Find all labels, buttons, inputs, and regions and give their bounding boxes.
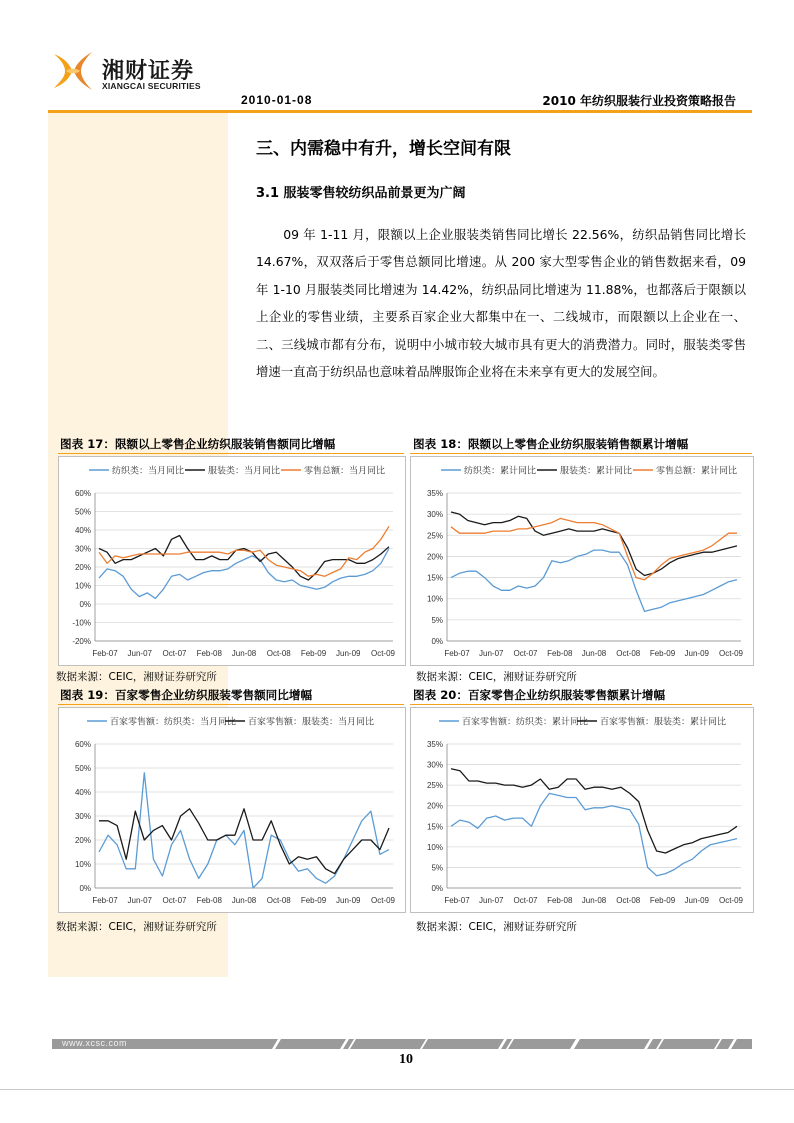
- series-line: [451, 769, 737, 853]
- chart-18: [411, 457, 753, 665]
- y-tick-label: 10%: [426, 842, 443, 852]
- chart-legend: [89, 465, 385, 476]
- y-tick-label: 0%: [431, 637, 443, 646]
- series-line: [99, 773, 389, 888]
- x-tick-label: Feb-07: [444, 649, 470, 658]
- x-tick-label: Oct-07: [162, 649, 187, 658]
- x-tick-label: Jun-07: [127, 896, 152, 905]
- y-tick-label: 25%: [426, 531, 443, 541]
- brand-name-cn: 湘财证券: [102, 59, 195, 84]
- legend-label: 百家零售额：服装类：当月同比: [248, 716, 375, 727]
- y-tick-label: 20%: [74, 563, 91, 572]
- y-tick-label: -20%: [72, 637, 91, 646]
- legend-label: 纺织类：当月同比: [112, 465, 185, 476]
- chart-17: [59, 457, 405, 665]
- x-tick-label: Feb-08: [547, 896, 573, 905]
- chart-legend: [439, 716, 726, 727]
- x-tick-label: Oct-08: [616, 649, 641, 658]
- x-tick-label: Feb-08: [196, 649, 222, 658]
- source-chart-19: 数据来源：CEIC，湘财证券研究所: [56, 921, 217, 933]
- footer-stripes: [252, 1039, 752, 1049]
- report-title: 2010 年纺织服装行业投资策略报告: [542, 94, 736, 108]
- series-line: [99, 526, 389, 576]
- x-tick-label: Jun-09: [684, 896, 709, 905]
- x-tick-label: Feb-09: [649, 896, 676, 905]
- x-tick-label: Oct-09: [370, 896, 396, 905]
- y-tick-label: 5%: [431, 615, 443, 625]
- y-tick-label: 60%: [74, 740, 91, 749]
- x-tick-label: Jun-07: [479, 896, 504, 905]
- series-line: [99, 549, 389, 599]
- y-tick-label: 10%: [74, 581, 91, 591]
- x-tick-label: Feb-09: [300, 649, 327, 658]
- chart-20-frame: [410, 707, 754, 913]
- y-tick-label: 30%: [74, 812, 91, 821]
- y-tick-label: 40%: [74, 526, 91, 535]
- y-tick-label: 20%: [74, 836, 91, 845]
- source-chart-17: 数据来源：CEIC，湘财证券研究所: [56, 671, 217, 683]
- y-tick-label: 40%: [74, 788, 91, 797]
- x-tick-label: Oct-09: [718, 649, 744, 658]
- report-date: 2010-01-08: [241, 93, 313, 107]
- x-tick-label: Feb-09: [300, 896, 327, 905]
- caption-chart-19: 图表 19：百家零售企业纺织服装零售额同比增幅: [60, 688, 313, 702]
- x-tick-label: Oct-07: [162, 896, 187, 905]
- x-tick-label: Oct-08: [266, 649, 291, 658]
- page-number: 10: [399, 1052, 413, 1067]
- series-line: [451, 512, 737, 576]
- legend-label: 零售总额：当月同比: [304, 465, 386, 476]
- y-tick-label: 30%: [74, 544, 91, 554]
- x-tick-label: Jun-08: [231, 896, 257, 905]
- y-tick-label: -10%: [72, 618, 91, 628]
- footer-url: www.xcsc.com: [62, 1038, 128, 1048]
- legend-label: 百家零售额：服装类：累计同比: [600, 716, 727, 727]
- x-tick-label: Oct-07: [513, 896, 538, 905]
- caption-chart-17: 图表 17：限额以上零售企业纺织服装销售额同比增幅: [60, 437, 336, 451]
- legend-label: 服装类：累计同比: [560, 465, 633, 476]
- y-tick-label: 60%: [74, 489, 91, 498]
- brand-name-en: XIANGCAI SECURITIES: [102, 81, 201, 91]
- chart-19-frame: [58, 707, 406, 913]
- x-tick-label: Feb-08: [547, 649, 573, 658]
- x-tick-label: Jun-09: [336, 649, 361, 658]
- y-tick-label: 20%: [426, 801, 443, 811]
- y-tick-label: 30%: [426, 760, 443, 770]
- y-tick-label: 20%: [426, 552, 443, 562]
- x-tick-label: Jun-07: [127, 649, 152, 658]
- y-tick-label: 15%: [426, 573, 443, 583]
- legend-label: 零售总额：累计同比: [656, 465, 738, 476]
- x-tick-label: Feb-07: [444, 896, 470, 905]
- caption-rule-18: [410, 453, 752, 454]
- x-tick-label: Jun-07: [479, 649, 504, 658]
- chart-17-frame: [58, 456, 406, 666]
- caption-rule-20: [410, 704, 752, 705]
- x-tick-label: Jun-08: [231, 649, 257, 658]
- chart-20: [411, 708, 753, 912]
- caption-rule-17: [58, 453, 404, 454]
- y-tick-label: 30%: [426, 510, 443, 520]
- caption-chart-20: 图表 20：百家零售企业纺织服装零售额累计增幅: [413, 688, 666, 702]
- section-heading: 三、内需稳中有升，增长空间有限: [256, 139, 511, 159]
- brand-logo: [52, 48, 212, 96]
- y-tick-label: 0%: [79, 884, 91, 893]
- legend-label: 服装类：当月同比: [208, 465, 281, 476]
- source-chart-20: 数据来源：CEIC，湘财证券研究所: [416, 921, 577, 933]
- source-chart-18: 数据来源：CEIC，湘财证券研究所: [416, 671, 577, 683]
- series-line: [99, 536, 389, 581]
- y-tick-label: 35%: [426, 740, 443, 749]
- body-paragraph: [256, 221, 746, 385]
- footer-bar: [52, 1039, 752, 1049]
- x-tick-label: Feb-08: [196, 896, 222, 905]
- chart-18-frame: [410, 456, 754, 666]
- x-tick-label: Oct-09: [370, 649, 396, 658]
- subsection-heading: 3.1 服装零售较纺织品前景更为广阔: [256, 186, 466, 201]
- page-bottom-rule: [0, 1089, 794, 1090]
- chart-19: [59, 708, 405, 912]
- x-tick-label: Jun-09: [336, 896, 361, 905]
- y-tick-label: 0%: [79, 600, 91, 609]
- x-tick-label: Jun-08: [581, 896, 607, 905]
- y-tick-label: 25%: [426, 781, 443, 791]
- y-tick-label: 5%: [431, 863, 443, 873]
- series-line: [451, 550, 737, 611]
- x-tick-label: Jun-09: [684, 649, 709, 658]
- caption-rule-19: [58, 704, 404, 705]
- legend-label: 纺织类：累计同比: [464, 465, 537, 476]
- xiangcai-logo-icon: [52, 48, 96, 94]
- chart-legend: [441, 465, 737, 476]
- x-tick-label: Feb-07: [92, 896, 118, 905]
- y-tick-label: 10%: [74, 860, 91, 869]
- chart-legend: [87, 716, 374, 727]
- x-tick-label: Feb-07: [92, 649, 118, 658]
- y-tick-label: 0%: [431, 884, 443, 893]
- y-tick-label: 50%: [74, 764, 91, 773]
- series-line: [451, 518, 737, 579]
- legend-label: 百家零售额：纺织类：当月同比: [110, 716, 237, 727]
- x-tick-label: Oct-08: [616, 896, 641, 905]
- legend-label: 百家零售额：纺织类：累计同比: [462, 716, 589, 727]
- body-text: 09 年 1-11 月，限额以上企业服装类销售同比增长 22.56%，纺织品销售同比增长 14.67%，双双落后于零售总额同比增速。从 200 家大型零售企业的销售数据来看，09 年 1-10 月服装类同比增速为 14.42%，纺织品同比增速为 11.88%，也都落后于限额以上企业的零售业绩，主要系百家企业大都集中在一、二线城市，而限额以上企业在一、二、三线城市都有分布，说明中小城市较大城市具有更大的消费潜力。同时，服装类零售增速一直高于纺织品也意味着品牌服饰企业将在未来享有更大的发展空间。: [256, 227, 746, 380]
- x-tick-label: Oct-08: [266, 896, 291, 905]
- caption-chart-18: 图表 18：限额以上零售企业纺织服装销售额累计增幅: [413, 437, 689, 451]
- y-tick-label: 50%: [74, 507, 91, 517]
- x-tick-label: Jun-08: [581, 649, 607, 658]
- x-tick-label: Oct-09: [718, 896, 744, 905]
- y-tick-label: 10%: [426, 594, 443, 604]
- x-tick-label: Oct-07: [513, 649, 538, 658]
- y-tick-label: 15%: [426, 822, 443, 832]
- y-tick-label: 35%: [426, 489, 443, 498]
- x-tick-label: Feb-09: [649, 649, 676, 658]
